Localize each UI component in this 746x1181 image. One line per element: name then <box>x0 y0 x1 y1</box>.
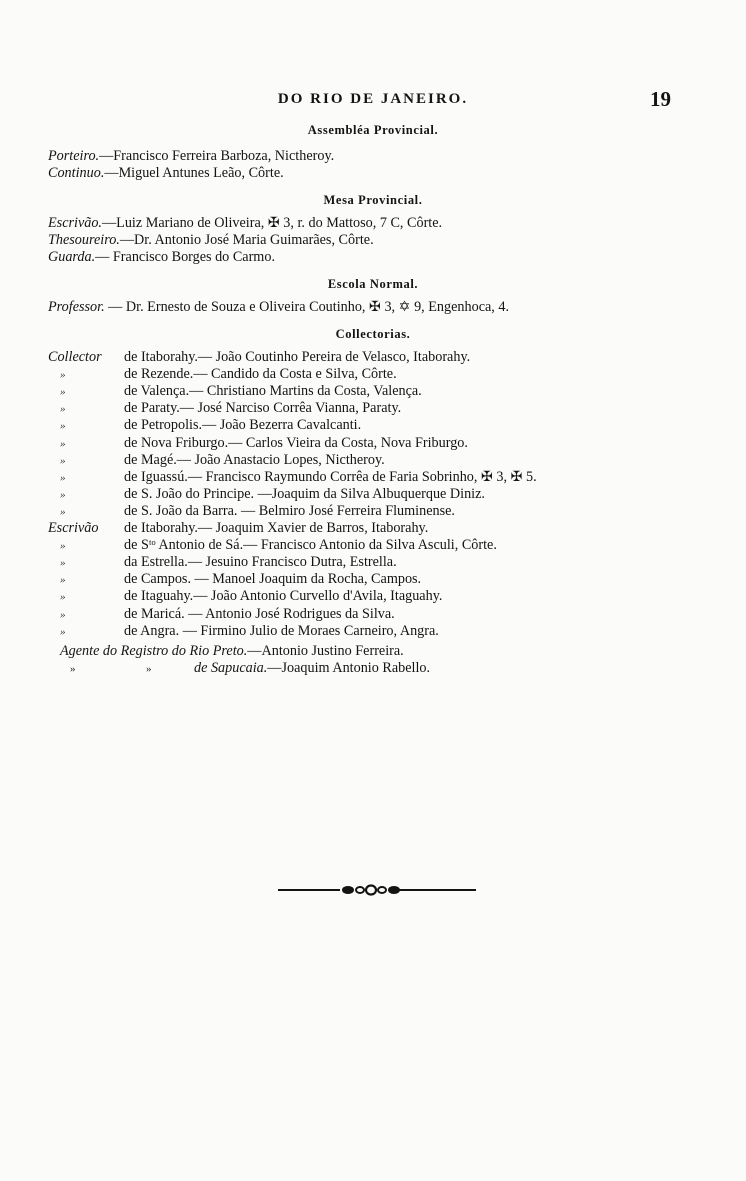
entry-role: Professor. <box>48 299 105 315</box>
entry-text: —Dr. Antonio José Maria Guimarães, Côrte. <box>119 232 374 248</box>
section-heading-mesa: Mesa Provincial. <box>323 193 423 207</box>
collectoria-row <box>48 383 422 401</box>
entry-text: de Valença.— Christiano Martins da Costa, Valença. <box>124 383 422 400</box>
entry-text: de Iguassú.— Francisco Raymundo Corrêa de Faria Sobrinho, ✠ 3, ✠ 5. <box>124 468 537 485</box>
entry-text: de Itaborahy.— João Coutinho Pereira de Velasco, Itaborahy. <box>124 349 471 365</box>
entry-role: Collector <box>48 349 102 365</box>
entry-text: da Estrella.— Jesuino Francisco Dutra, Estrella. <box>124 554 397 571</box>
ditto-mark: » <box>60 420 66 433</box>
entry-role: Thesoureiro. <box>48 232 120 248</box>
entry-text: de Angra. — Firmino Julio de Moraes Carneiro, Angra. <box>124 622 439 639</box>
collectoria-row <box>48 537 497 555</box>
entry-guarda <box>48 249 275 266</box>
ditto-mark: » <box>60 505 66 518</box>
ditto-mark: » <box>60 625 66 638</box>
entry-text: —Miguel Antunes Leão, Côrte. <box>104 165 284 181</box>
entry-thesoureiro <box>48 232 374 249</box>
entry-text: de Maricá. — Antonio José Rodrigues da Silva. <box>124 605 395 622</box>
collectoria-row <box>48 349 470 366</box>
entry-role: Agente do Registro do Rio Preto. <box>60 643 248 659</box>
ditto-mark: » <box>60 574 66 587</box>
ditto-mark: » <box>60 608 66 621</box>
entry-text: — Francisco Borges do Carmo. <box>95 249 275 265</box>
entry-role: Continuo. <box>48 165 105 181</box>
running-title: DO RIO DE JANEIRO. <box>277 91 469 107</box>
ditto-mark: » <box>146 663 152 675</box>
ditto-mark: » <box>60 471 66 484</box>
entry-agente-rio-preto <box>60 643 404 660</box>
collectoria-row <box>48 623 439 641</box>
collectoria-row <box>48 435 468 453</box>
entry-text: — Dr. Ernesto de Souza e Oliveira Coutinho, ✠ 3, ✡ 9, Engenhoca, 4. <box>104 299 510 315</box>
entry-text: —Francisco Ferreira Barboza, Nictheroy. <box>99 148 335 164</box>
collectoria-row <box>48 503 455 521</box>
entry-text: de Rezende.— Candido da Costa e Silva, Côrte. <box>124 366 397 383</box>
section-heading-collectorias: Collectorias. <box>335 327 411 341</box>
collectoria-row <box>48 400 401 418</box>
entry-text: —Joaquim Antonio Rabello. <box>267 660 431 676</box>
ditto-mark: » <box>60 540 66 553</box>
ditto-mark: » <box>60 488 66 501</box>
entry-text: —Antonio Justino Ferreira. <box>247 643 404 659</box>
collectoria-row <box>48 588 442 606</box>
entry-text: de Paraty.— José Narciso Corrêa Vianna, Paraty. <box>124 400 402 417</box>
section-heading-escola: Escola Normal. <box>327 277 419 291</box>
entry-text: de Campos. — Manoel Joaquim da Rocha, Campos. <box>124 571 422 588</box>
entry-text: de Itaborahy.— Joaquim Xavier de Barros, Itaborahy. <box>124 520 429 536</box>
entry-role: Escrivão. <box>48 215 102 231</box>
entry-text: de Nova Friburgo.— Carlos Vieira da Costa, Nova Friburgo. <box>124 434 468 451</box>
ditto-mark: » <box>60 403 66 416</box>
entry-text: de Itaguahy.— João Antonio Curvello d'Avila, Itaguahy. <box>124 588 443 605</box>
entry-continuo <box>48 165 284 182</box>
ditto-mark: » <box>60 386 66 399</box>
collectoria-row <box>48 606 395 624</box>
entry-role: Porteiro. <box>48 148 100 164</box>
entry-text: de Petropolis.— João Bezerra Cavalcanti. <box>124 417 362 434</box>
collectoria-row <box>48 486 485 504</box>
entry-text: —Luiz Mariano de Oliveira, ✠ 3, r. do Mattoso, 7 C, Côrte. <box>101 215 443 231</box>
collectoria-row <box>48 554 397 572</box>
ditto-mark: » <box>70 663 76 675</box>
entry-role: Escrivão <box>48 520 99 536</box>
entry-text: de Sᵗᵒ Antonio de Sá.— Francisco Antonio da Silva Asculi, Côrte. <box>124 537 497 554</box>
ditto-mark: » <box>60 557 66 570</box>
entry-escrivao <box>48 215 442 232</box>
collectoria-row <box>48 366 397 384</box>
ditto-mark: » <box>60 437 66 450</box>
page-number: 19 <box>650 87 671 111</box>
entry-professor <box>48 299 509 316</box>
collectoria-row <box>48 452 385 470</box>
entry-role: Guarda. <box>48 249 96 265</box>
entry-text: de S. João da Barra. — Belmiro José Ferreira Fluminense. <box>124 502 455 519</box>
ditto-mark: » <box>60 454 66 467</box>
collectoria-row <box>48 571 421 589</box>
entry-text: de Magé.— João Anastacio Lopes, Nictheroy. <box>124 451 385 468</box>
entry-agente-sapucaia <box>48 660 430 678</box>
collectoria-row <box>48 469 537 487</box>
entry-text: de S. João do Principe. —Joaquim da Silva Albuquerque Diniz. <box>124 485 485 502</box>
section-heading-assembleia: Assembléa Provincial. <box>307 123 439 137</box>
entry-porteiro <box>48 148 334 165</box>
collectoria-row <box>48 417 361 435</box>
ditto-mark: » <box>60 591 66 604</box>
entry-role: de Sapucaia. <box>194 660 268 676</box>
ditto-mark: » <box>60 369 66 382</box>
ornament-rule-icon <box>278 883 478 897</box>
collectoria-row <box>48 520 428 537</box>
